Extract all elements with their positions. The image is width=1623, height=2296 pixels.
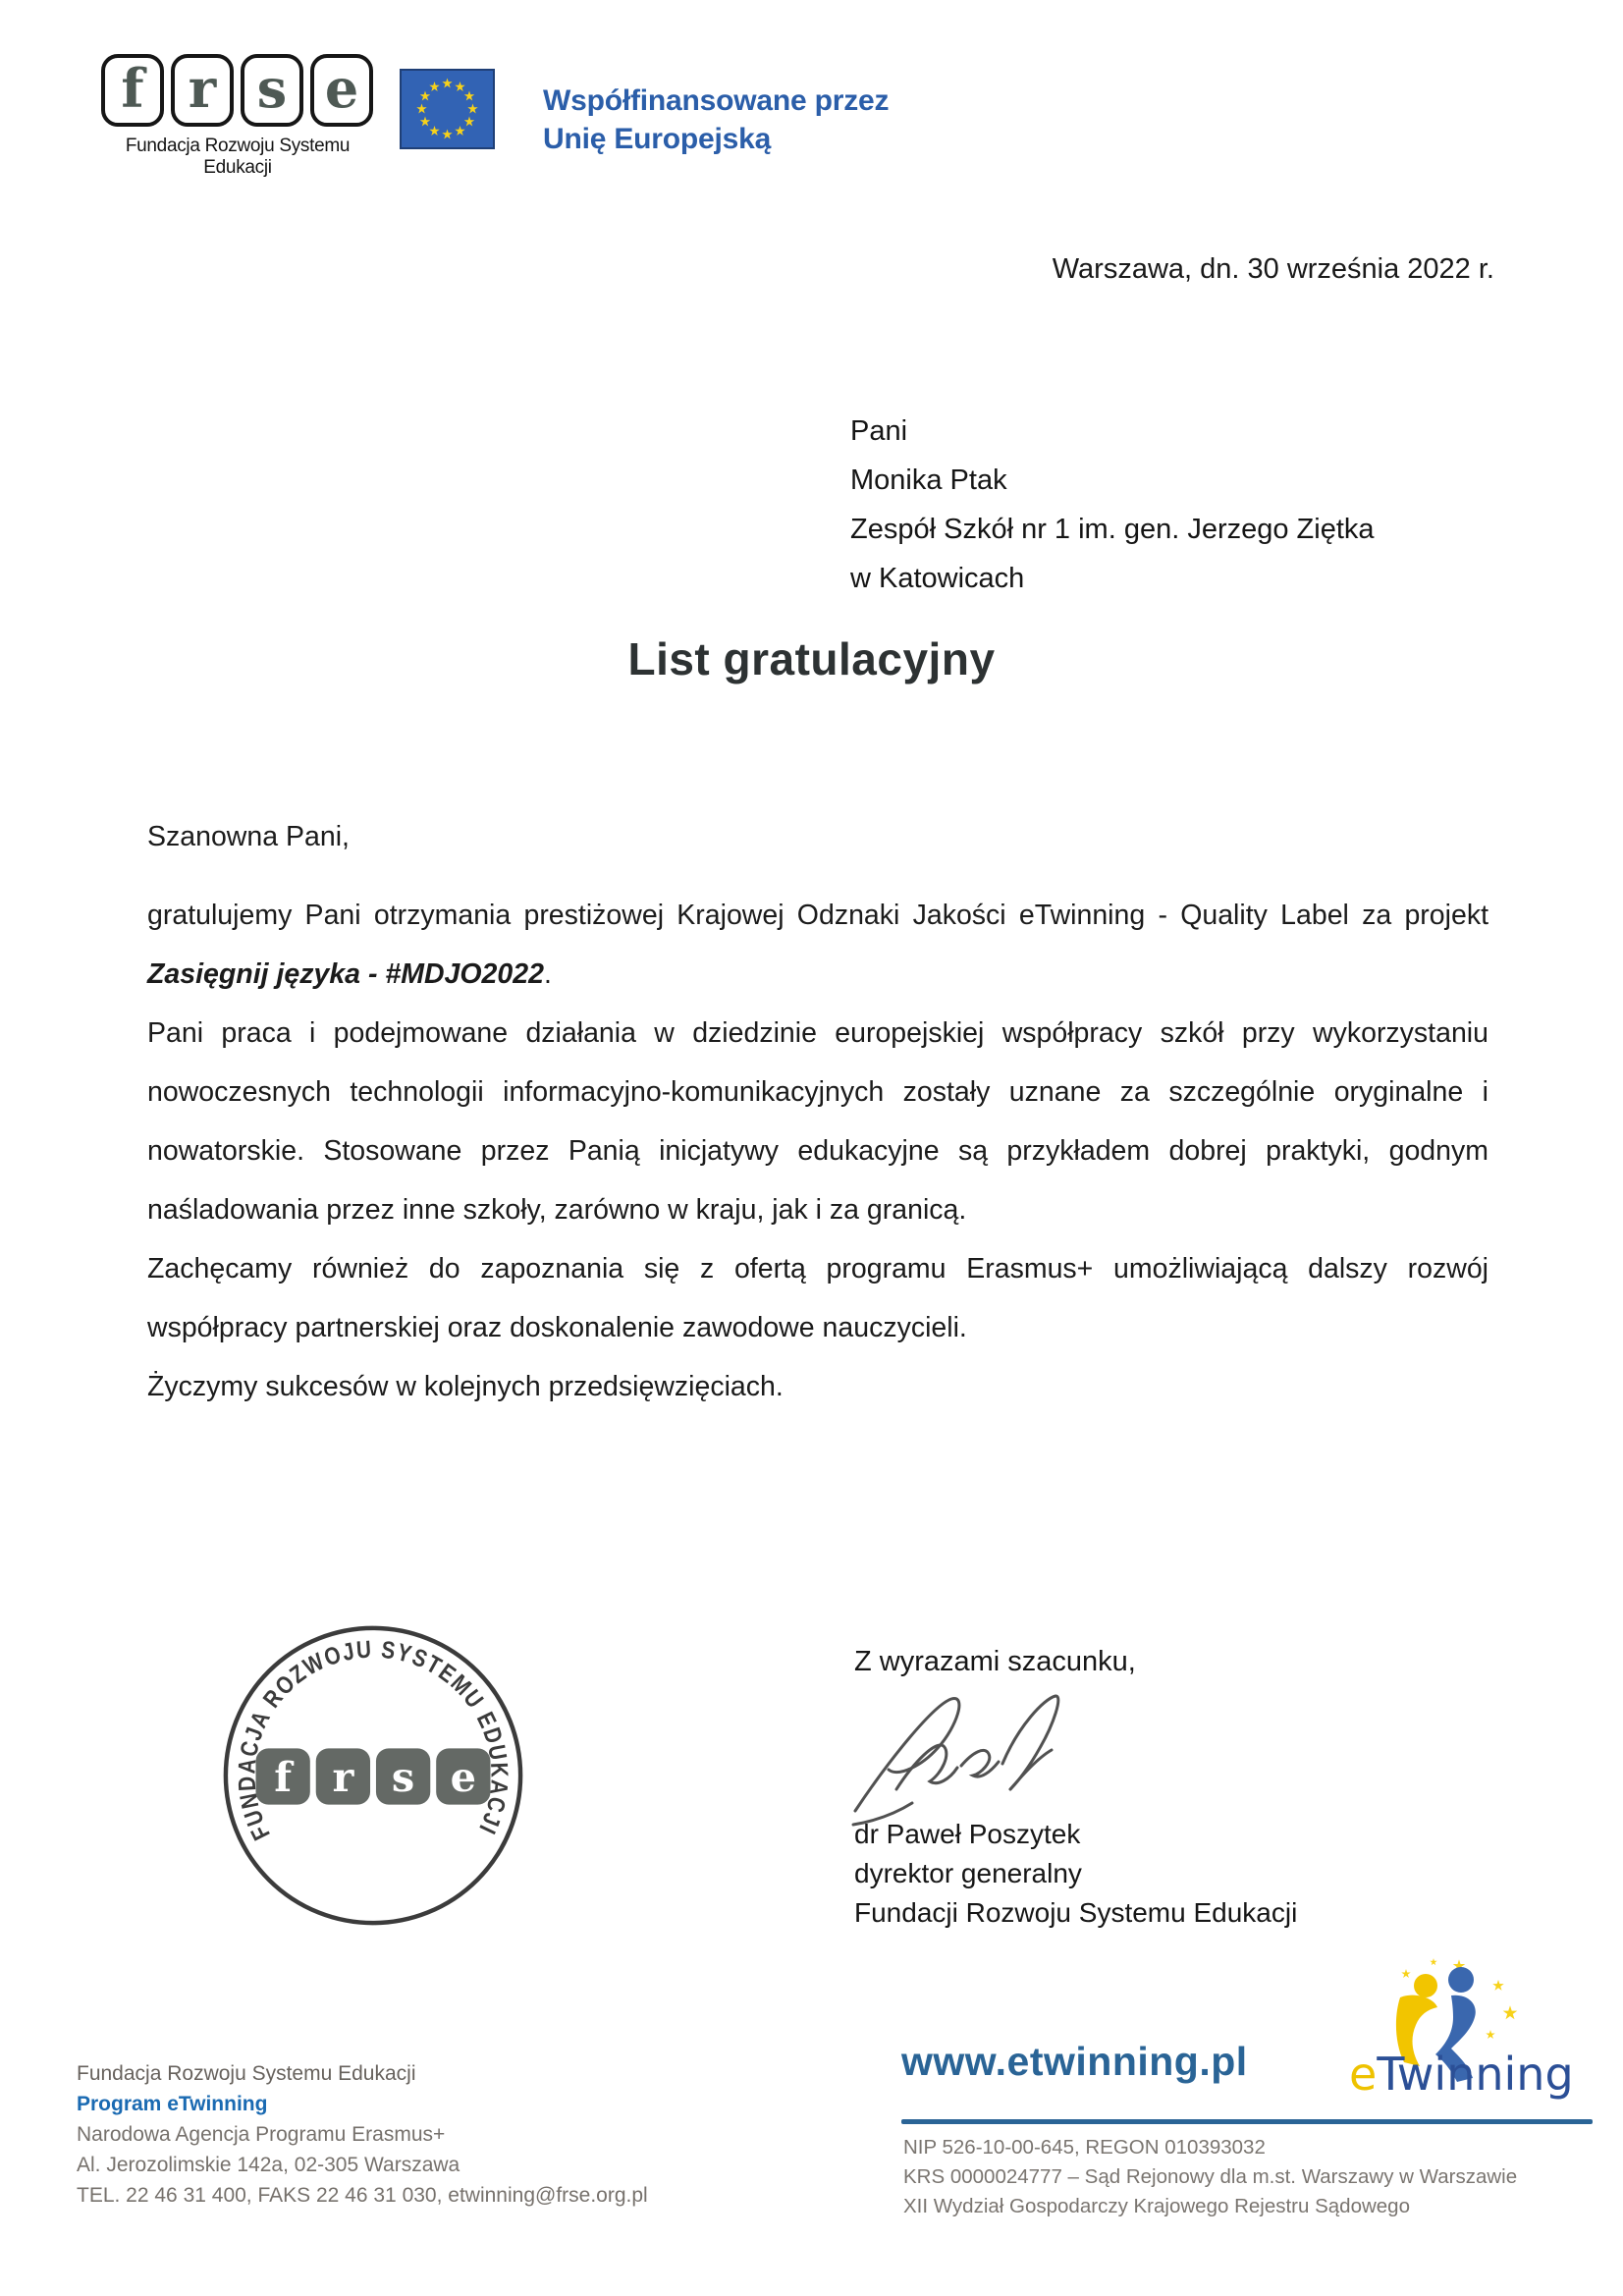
- etwinning-logo-text: Twinning: [1377, 2048, 1574, 2101]
- body-paragraph-work: Pani praca i podejmowane działania w dziedzinie europejskiej współpracy szkół przy wykorzystaniu nowoczesnych technologii informacyjno-komunikacyjnych zostały uznane za szczególnie oryginalne i nowatorskie. Stosowane przez Panią inicjatywy edukacyjne są przykładem dobrej praktyki, godnym naśladowania przez inne szkoły, zarówno w kraju, jak i za granicą.: [147, 1017, 1488, 1226]
- para1-before: gratulujemy Pani otrzymania prestiżowej Krajowej Odznaki Jakości eTwinning - Quality Label za projekt: [147, 900, 1488, 931]
- eu-funding-line2: Unię Europejską: [543, 123, 772, 155]
- footer-registry: XII Wydział Gospodarczy Krajowego Rejestru Sądowego: [903, 2195, 1410, 2217]
- frse-letter: f: [121, 57, 144, 120]
- project-name: Zasięgnij języka - #MDJO2022: [147, 958, 544, 990]
- signatory-role: dyrektor generalny: [854, 1858, 1082, 1888]
- recipient-school: Zespół Szkół nr 1 im. gen. Jerzego Ziętka: [850, 514, 1375, 545]
- eu-flag-icon: [400, 69, 495, 154]
- stamp-letter: s: [391, 1752, 415, 1801]
- signatory-organization: Fundacji Rozwoju Systemu Edukacji: [854, 1897, 1298, 1928]
- frse-logo-box: [171, 54, 234, 127]
- handwritten-signature: [839, 1681, 1144, 1833]
- letter-body: [147, 807, 1488, 1416]
- recipient-name: Monika Ptak: [850, 465, 1007, 496]
- recipient-block: [850, 407, 1375, 603]
- footer-address: Al. Jerozolimskie 142a, 02-305 Warszawa: [77, 2154, 460, 2176]
- footer-contact-block: [77, 2058, 648, 2211]
- etwinning-website: www.etwinning.pl: [901, 2039, 1248, 2084]
- frse-letter: r: [188, 57, 217, 120]
- frse-letter: s: [256, 57, 288, 120]
- closing-line: Z wyrazami szacunku,: [854, 1646, 1136, 1677]
- signatory-name: dr Paweł Poszytek: [854, 1819, 1081, 1849]
- frse-round-stamp: [218, 1620, 528, 1936]
- body-salutation: Szanowna Pani,: [147, 821, 350, 852]
- stamp-letter: r: [332, 1752, 354, 1801]
- footer-phone-email: TEL. 22 46 31 400, FAKS 22 46 31 030, etwinning@frse.org.pl: [77, 2184, 648, 2207]
- footer-agency-name: Narodowa Agencja Programu Erasmus+: [77, 2123, 446, 2146]
- body-paragraph-wishes: Życzymy sukcesów w kolejnych przedsięwzięciach.: [147, 1371, 784, 1402]
- etwinning-logo: [1343, 1952, 1600, 2112]
- footer-org-name: Fundacja Rozwoju Systemu Edukacji: [77, 2062, 416, 2085]
- date-line: Warszawa, dn. 30 września 2022 r.: [1052, 253, 1494, 285]
- footer-divider-rule: [901, 2119, 1593, 2124]
- footer-registration-block: [903, 2133, 1517, 2221]
- etwinning-logo-e: e: [1349, 2048, 1378, 2101]
- stamp-ring-text: FUNDACJA ROZWOJU SYSTEMU EDUKACJI: [234, 1636, 513, 1844]
- footer-program-name: Program eTwinning: [77, 2093, 268, 2115]
- stamp-letter: f: [274, 1752, 293, 1801]
- footer-nip-regon: NIP 526-10-00-645, REGON 010393032: [903, 2136, 1266, 2159]
- signatory-block: [854, 1815, 1297, 1933]
- svg-text:eTwinning: [1349, 2048, 1574, 2101]
- frse-logo-boxes: [101, 54, 374, 127]
- body-paragraph-erasmus: Zachęcamy również do zapoznania się z ofertą programu Erasmus+ umożliwiającą dalszy rozwój współpracy partnerskiej oraz doskonalenie zawodowe nauczycieli.: [147, 1253, 1488, 1343]
- para1-after: .: [543, 958, 552, 990]
- stamp-frse-logo: [256, 1748, 491, 1804]
- frse-logo-box: [101, 54, 164, 127]
- frse-letter: e: [324, 57, 359, 120]
- frse-logo-box: [310, 54, 373, 127]
- recipient-salutation: Pani: [850, 415, 908, 447]
- eu-funding-text: [543, 82, 889, 158]
- frse-logo-caption: Fundacja Rozwoju Systemu Edukacji: [125, 136, 351, 178]
- stamp-letter: e: [450, 1752, 477, 1801]
- frse-logo: [101, 54, 374, 179]
- eu-funding-line1: Współfinansowane przez: [543, 84, 890, 117]
- footer-krs: KRS 0000024777 – Sąd Rejonowy dla m.st. Warszawy w Warszawie: [903, 2165, 1518, 2188]
- page-title: List gratulacyjny: [627, 633, 996, 684]
- body-paragraph-congrats: [147, 886, 1488, 1004]
- frse-logo-box: [241, 54, 303, 127]
- recipient-city: w Katowicach: [850, 563, 1025, 594]
